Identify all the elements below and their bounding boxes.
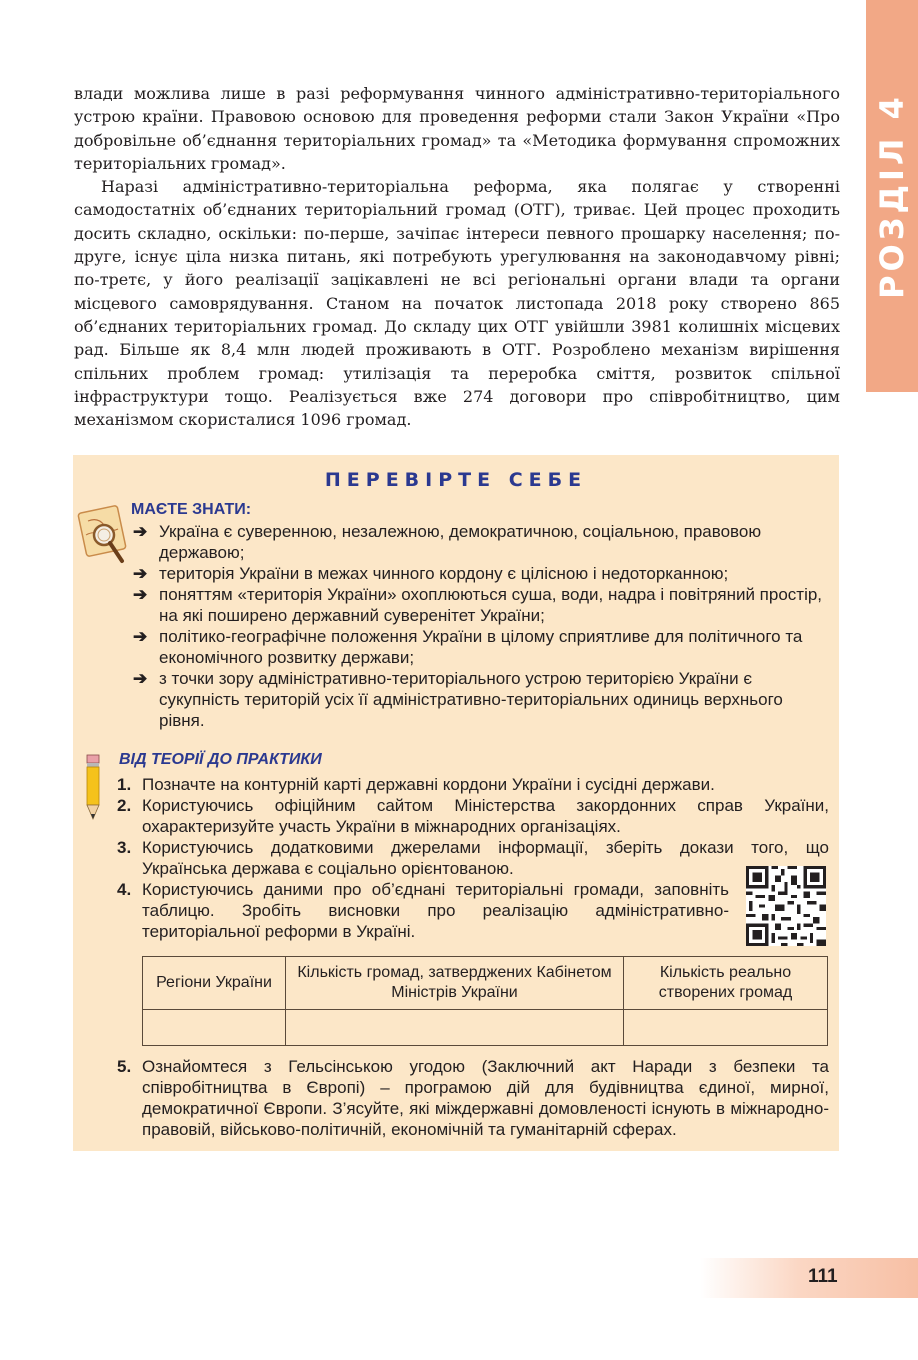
know-heading: МАЄТЕ ЗНАТИ:: [131, 501, 252, 518]
arrow-icon: ➔: [133, 669, 148, 688]
task-item: 3. Користуючись додатковими джерелами інформації, зберіть докази того, що Українська держава є соціально орієнтованою.: [117, 838, 829, 878]
table-header: Кількість громад, затверджених Кабінетом Міністрів України: [286, 957, 624, 1010]
task-item: 4. Користуючись даними про об’єднані територіальні громади, заповніть таблицю. Зробіть висновки про реалізацію адміністративно-територіальної реформи в Україні.: [117, 880, 729, 941]
paragraph: влади можлива лише в разі реформування чинного адміністративно-територіального устрою країни. Правовою основою для проведення реформи стали Закон України «Про добровільне об’єднання територіальних громад» та «Методика формування спроможних територіальних громад».: [74, 84, 840, 173]
task-list: [117, 774, 829, 879]
table-cell[interactable]: [143, 1010, 286, 1046]
table-header-row: [143, 957, 828, 1010]
table-cell[interactable]: [624, 1010, 828, 1046]
check-yourself-box: [73, 455, 839, 1151]
list-item: ➔ поняттям «територія України» охоплюються суша, води, надра і повітряний простір, на які поширено державний суверенітет України;: [133, 585, 823, 625]
pencil-icon: [83, 753, 103, 823]
know-list: [131, 521, 831, 731]
page-number: 111: [808, 1266, 838, 1287]
list-item: ➔ політико-географічне положення України в цілому сприятливе для політичного та економічного розвитку держави;: [133, 627, 803, 667]
list-item: ➔ з точки зору адміністративно-територіального устрою територією України є сукупність територій усіх її адміністративно-територіальних одиниць верхнього рівня.: [133, 669, 783, 730]
section-tab-label: РОЗДІЛ 4: [873, 93, 911, 299]
arrow-icon: ➔: [133, 522, 148, 541]
section-tab-label-wrap: [866, 0, 918, 392]
list-item: ➔ Україна є суверенною, незалежною, демократичною, соціальною, правовою державою;: [133, 522, 762, 562]
table-row: [143, 1010, 828, 1046]
fill-in-table: [142, 956, 828, 1046]
qr-code-icon[interactable]: [746, 866, 826, 946]
list-item: ➔ територія України в межах чинного кордону є цілісною і недоторканною;: [133, 564, 729, 583]
task-item: 1. Позначте на контурній карті державні кордони України і сусідні держави.: [117, 775, 715, 794]
table-header: Регіони України: [143, 957, 286, 1010]
body-text: [74, 82, 840, 431]
arrow-icon: ➔: [133, 585, 148, 604]
practice-heading: ВІД ТЕОРІЇ ДО ПРАКТИКИ: [119, 751, 322, 768]
box-title: ПЕРЕВІРТЕ СЕБЕ: [324, 469, 588, 491]
table-header: Кількість реально створених громад: [624, 957, 828, 1010]
task-item: 5. Ознайомтеся з Гельсінською угодою (Заключний акт Наради з безпеки та співробітництва в Європі) – програмою дій для будівництва єдиної, мирної, демократичної Європи. З’ясуйте, які міждержавні домовленості існують в міжнародно-правовій, військово-політичній, економічній та гуманітарній сферах.: [117, 1057, 829, 1139]
table-cell[interactable]: [286, 1010, 624, 1046]
paragraph: Наразі адміністративно-територіальна реформа, яка полягає у створенні самодостатніх об’єднаних територіальний громад (ОТГ), триває. Цей процес проходить досить складно, оскільки: по-перше, зачіпає інтереси певного прошарку населення; по-друге, існує ціла низка питань, які потребують урегулювання на законодавчому рівні; по-третє, у його реалізації зацікавлені не всі регіональні органи влади та органи місцевого самоврядування. Станом на початок листопада 2018 року створено 865 об’єднаних територіальних громад. До складу цих ОТГ увійшли 3981 колишніх місцевих рад. Більше як 8,4 млн людей проживають в ОТГ. Розроблено механізм вирішення спільних проблем громад: утилізація та переробка сміття, розвиток спільної інфраструктури тощо. Реалізується вже 274 договори про співробітництво, цим механізмом скористалися 1096 громад.: [74, 177, 840, 430]
arrow-icon: ➔: [133, 627, 148, 646]
map-magnifier-icon: [74, 499, 128, 571]
task-item: 2. Користуючись офіційним сайтом Міністерства закордонних справ України, охарактеризуйте участь України в міжнародних організаціях.: [117, 796, 829, 836]
arrow-icon: ➔: [133, 564, 148, 583]
